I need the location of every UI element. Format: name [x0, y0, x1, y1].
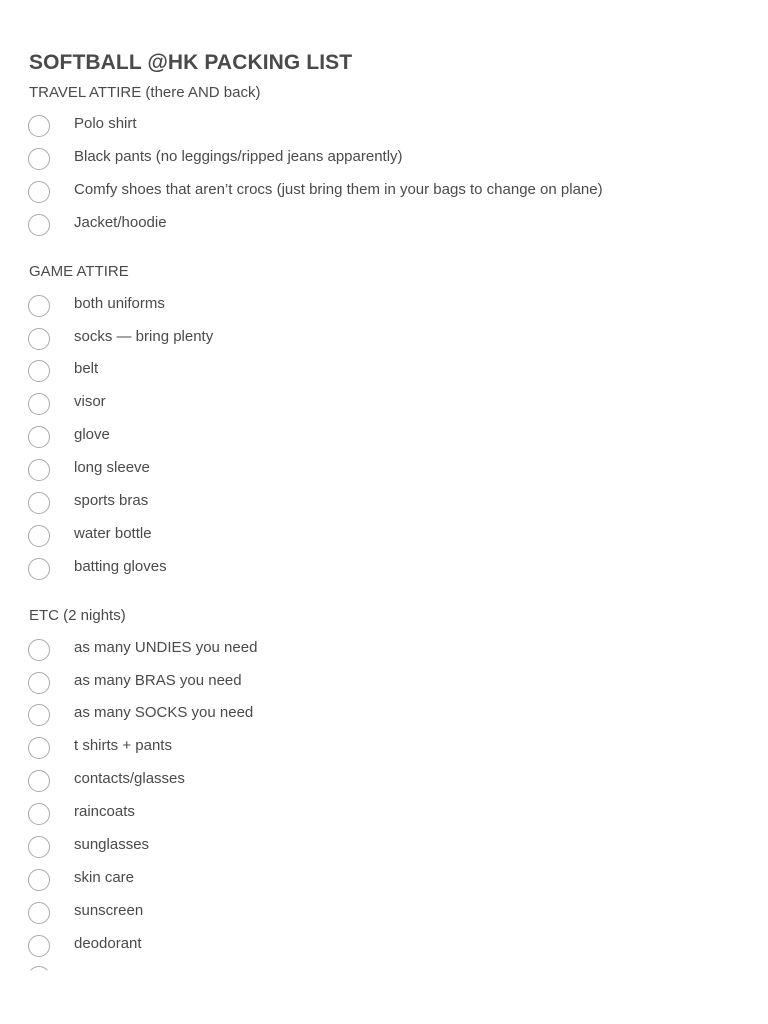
checklist-item-label[interactable]: as many UNDIES you need	[74, 639, 258, 656]
checklist-item	[0, 867, 768, 897]
checkbox-circle[interactable]	[28, 393, 50, 415]
checklist-item-label[interactable]: socks — bring plenty	[74, 328, 214, 345]
checkbox-circle[interactable]	[28, 836, 50, 858]
checklist-item	[0, 702, 768, 732]
checklist-item-label[interactable]: t shirts + pants	[74, 737, 172, 754]
checklist-item-label[interactable]: Polo shirt	[74, 115, 137, 132]
checkbox-circle[interactable]	[28, 558, 50, 580]
checklist-item-label[interactable]: contacts/glasses	[74, 770, 185, 787]
checklist-item	[0, 179, 768, 209]
checkbox-circle-partial[interactable]	[28, 966, 50, 988]
checklist-item	[0, 670, 768, 700]
section-heading-etc: ETC (2 nights)	[29, 607, 126, 624]
checkbox-circle[interactable]	[28, 525, 50, 547]
checklist-item-label[interactable]: Comfy shoes that aren’t crocs (just bring them in your bags to change on plane)	[74, 181, 603, 198]
checkbox-circle[interactable]	[28, 672, 50, 694]
checkbox-circle[interactable]	[28, 935, 50, 957]
checklist-item	[0, 212, 768, 242]
checklist-item	[0, 113, 768, 143]
checklist-item	[0, 490, 768, 520]
checkbox-circle[interactable]	[28, 360, 50, 382]
checklist-item-label[interactable]: skin care	[74, 869, 135, 886]
checklist-item-label[interactable]: belt	[74, 360, 99, 377]
checkbox-circle[interactable]	[28, 902, 50, 924]
checkbox-circle[interactable]	[28, 148, 50, 170]
checklist-item	[0, 146, 768, 176]
checklist-item-label[interactable]: sunglasses	[74, 836, 150, 853]
checklist-item-label[interactable]: sunscreen	[74, 902, 144, 919]
checklist-item-label[interactable]: as many BRAS you need	[74, 672, 242, 689]
checklist-item	[0, 900, 768, 930]
checklist-item	[0, 556, 768, 586]
checkbox-circle[interactable]	[28, 639, 50, 661]
checklist-item-label[interactable]: as many SOCKS you need	[74, 704, 254, 721]
checklist-item-label[interactable]: Jacket/hoodie	[74, 214, 167, 231]
checklist-item	[0, 735, 768, 765]
checklist-item	[0, 326, 768, 356]
checklist-item	[0, 523, 768, 553]
checklist-item	[0, 834, 768, 864]
checkbox-circle[interactable]	[28, 869, 50, 891]
checklist-item	[0, 768, 768, 798]
checklist-item-label[interactable]: batting gloves	[74, 558, 167, 575]
checkbox-circle[interactable]	[28, 704, 50, 726]
checklist-item-label[interactable]: visor	[74, 393, 106, 410]
checkbox-circle[interactable]	[28, 770, 50, 792]
checkbox-circle[interactable]	[28, 181, 50, 203]
checkbox-circle[interactable]	[28, 492, 50, 514]
checklist-item-label[interactable]: long sleeve	[74, 459, 150, 476]
checklist-item-label[interactable]: deodorant	[74, 935, 142, 952]
checklist-item	[0, 293, 768, 323]
section-heading-game-attire: GAME ATTIRE	[29, 263, 129, 280]
checkbox-circle[interactable]	[28, 214, 50, 236]
checklist-item	[0, 358, 768, 388]
section-heading-travel-attire: TRAVEL ATTIRE (there AND back)	[29, 84, 261, 101]
checkbox-circle[interactable]	[28, 295, 50, 317]
checklist-item	[0, 424, 768, 454]
checkbox-circle[interactable]	[28, 426, 50, 448]
checkbox-circle[interactable]	[28, 737, 50, 759]
checklist-item-label[interactable]: glove	[74, 426, 110, 443]
checklist-item	[0, 391, 768, 421]
checklist-item	[0, 457, 768, 487]
checklist-item-label[interactable]: sports bras	[74, 492, 149, 509]
checkbox-circle[interactable]	[28, 803, 50, 825]
checklist-item-label[interactable]: Black pants (no leggings/ripped jeans apparently)	[74, 148, 403, 165]
page-title: SOFTBALL @HK PACKING LIST	[29, 51, 353, 74]
checklist-item	[0, 637, 768, 667]
checklist-item-label[interactable]: water bottle	[74, 525, 152, 542]
checkbox-circle[interactable]	[28, 115, 50, 137]
checklist-item-label[interactable]: both uniforms	[74, 295, 165, 312]
checklist-item	[0, 933, 768, 963]
checkbox-circle[interactable]	[28, 328, 50, 350]
checklist-item	[0, 801, 768, 831]
checkbox-circle[interactable]	[28, 459, 50, 481]
checklist-item-label[interactable]: raincoats	[74, 803, 135, 820]
